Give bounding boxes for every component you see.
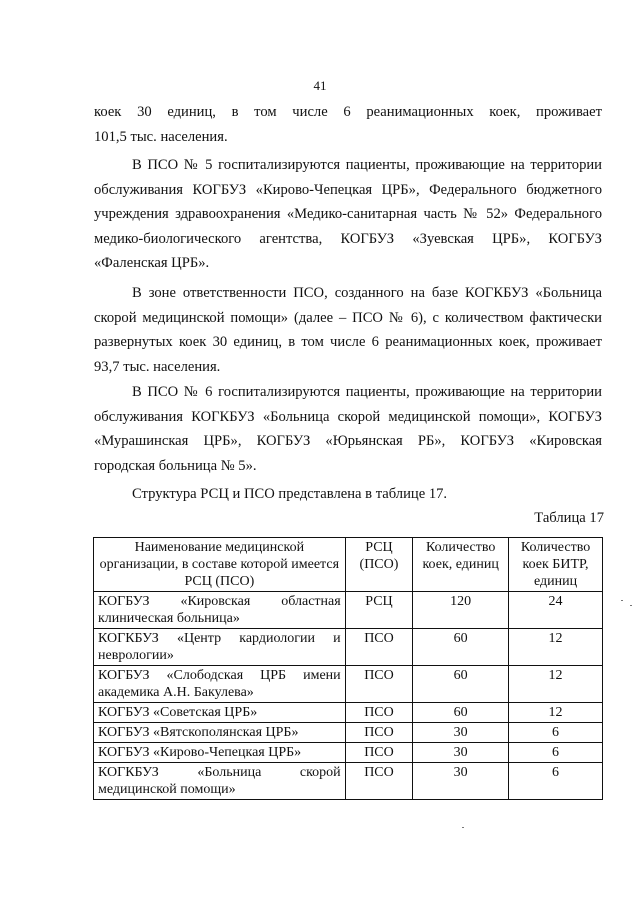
- paragraph-3: [94, 281, 602, 379]
- column-header-organization: Наименование медицинской организации, в составе которой имеется РСЦ (ПСО): [94, 538, 346, 592]
- text-line: 93,7 тыс. населения.: [94, 358, 221, 375]
- type-cell: ПСО: [345, 703, 413, 723]
- organization-cell: КОГБУЗ «Вятскополянская ЦРБ»: [94, 723, 346, 743]
- organization-cell: КОГБУЗ «Слободская ЦРБ имени академика А.Н. Бакулева»: [94, 666, 346, 703]
- beds-table: [93, 537, 603, 800]
- text-line: обслуживания КОГБУЗ «Кирово-Чепецкая ЦРБ», Федерального бюджетного: [94, 181, 602, 198]
- text-line: коек 30 единиц, в том числе 6 реанимационных коек, проживает: [94, 104, 602, 120]
- type-cell: ПСО: [345, 666, 413, 703]
- organization-cell: КОГБУЗ «Советская ЦРБ»: [94, 703, 346, 723]
- page-number: 41: [313, 78, 327, 93]
- table-header-row: [94, 538, 603, 592]
- text-line: скорой медицинской помощи» (далее – ПСО № 6), с количеством фактически: [94, 309, 602, 326]
- beds-cell: 60: [413, 629, 509, 666]
- text-line: В ПСО № 6 госпитализируются пациенты, проживающие на территории: [132, 384, 602, 400]
- bitr-beds-cell: 24: [509, 592, 603, 629]
- table-row: [94, 592, 603, 629]
- table-row: [94, 703, 603, 723]
- organization-cell: КОГКБУЗ «Больница скорой медицинской помощи»: [94, 763, 346, 800]
- beds-cell: 30: [413, 763, 509, 800]
- table-caption: Таблица 17: [534, 510, 604, 526]
- type-cell: ПСО: [345, 723, 413, 743]
- paragraph-1: [94, 100, 602, 149]
- column-header-type: РСЦ (ПСО): [345, 538, 413, 592]
- text-line: 101,5 тыс. населения.: [94, 128, 228, 145]
- text-line: «Мурашинская ЦРБ», КОГБУЗ «Юрьянская РБ», КОГБУЗ «Кировская: [94, 433, 602, 450]
- column-header-beds: Количество коек, единиц: [413, 538, 509, 592]
- scan-speck: [462, 827, 464, 828]
- beds-cell: 60: [413, 703, 509, 723]
- column-header-bitr-beds: Количество коек БИТР, единиц: [509, 538, 603, 592]
- bitr-beds-cell: 6: [509, 763, 603, 800]
- table-row: [94, 629, 603, 666]
- text-line: В ПСО № 5 госпитализируются пациенты, проживающие на территории: [132, 157, 602, 173]
- text-line: «Фаленская ЦРБ».: [94, 255, 210, 272]
- organization-cell: КОГБУЗ «Кирово-Чепецкая ЦРБ»: [94, 743, 346, 763]
- text-line: развернутых коек 30 единиц, в том числе 6 реанимационных коек, проживает: [94, 334, 602, 351]
- text-line: Структура РСЦ и ПСО представлена в таблице 17.: [132, 486, 448, 502]
- type-cell: ПСО: [345, 629, 413, 666]
- text-line: учреждения здравоохранения «Медико-санитарная часть № 52» Федерального: [94, 206, 602, 223]
- paragraph-2: [94, 153, 602, 276]
- text-line: обслуживания КОГКБУЗ «Больница скорой медицинской помощи», КОГБУЗ: [94, 408, 602, 425]
- organization-cell: КОГБУЗ «Кировская областная клиническая больница»: [94, 592, 346, 629]
- bitr-beds-cell: 12: [509, 666, 603, 703]
- table-row: [94, 723, 603, 743]
- table-row: [94, 666, 603, 703]
- text-line: медико-биологического агентства, КОГБУЗ «Зуевская ЦРБ», КОГБУЗ: [94, 230, 602, 247]
- paragraph-4: [94, 380, 602, 478]
- scan-speck: [630, 605, 632, 606]
- bitr-beds-cell: 12: [509, 703, 603, 723]
- beds-cell: 120: [413, 592, 509, 629]
- bitr-beds-cell: 6: [509, 723, 603, 743]
- type-cell: ПСО: [345, 763, 413, 800]
- beds-cell: 30: [413, 743, 509, 763]
- bitr-beds-cell: 12: [509, 629, 603, 666]
- scan-speck: [621, 600, 623, 601]
- bitr-beds-cell: 6: [509, 743, 603, 763]
- text-line: В зоне ответственности ПСО, созданного на базе КОГКБУЗ «Больница: [132, 285, 602, 301]
- organization-cell: КОГКБУЗ «Центр кардиологии и неврологии»: [94, 629, 346, 666]
- table-row: [94, 743, 603, 763]
- text-line: городская больница № 5».: [94, 457, 257, 474]
- beds-cell: 30: [413, 723, 509, 743]
- beds-cell: 60: [413, 666, 509, 703]
- type-cell: ПСО: [345, 743, 413, 763]
- table-row: [94, 763, 603, 800]
- paragraph-5: [94, 482, 602, 507]
- type-cell: РСЦ: [345, 592, 413, 629]
